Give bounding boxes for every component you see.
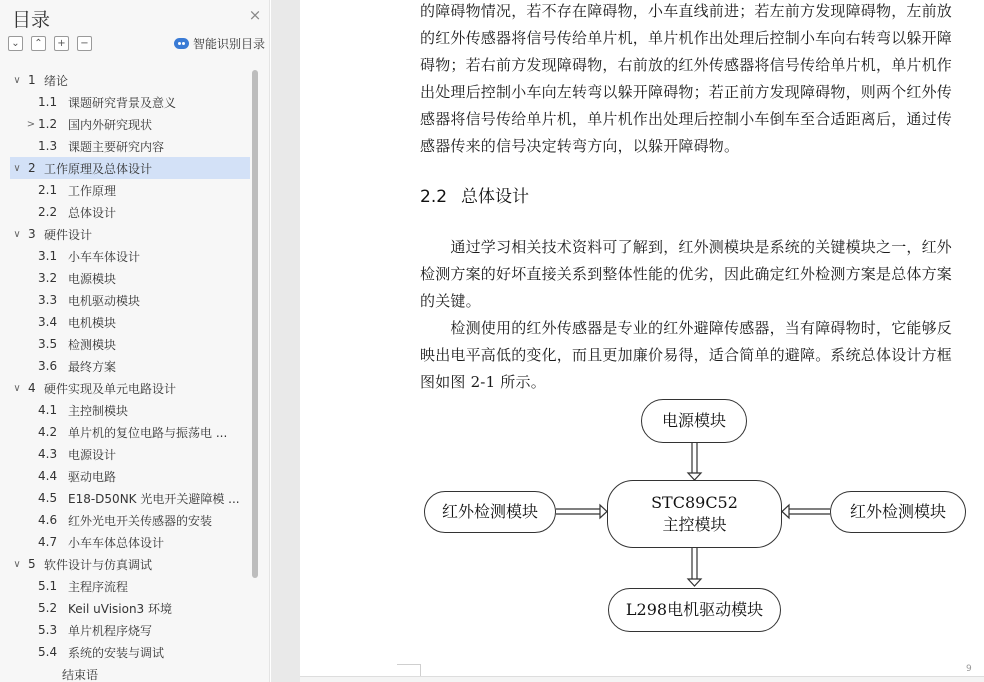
- toc-item-label: 电源模块: [68, 271, 117, 286]
- text-line: 检测方案的好坏直接关系到整体性能的优劣，因此确定红外检测方案是总体方案: [420, 265, 953, 283]
- toc-item-label: 最终方案: [68, 359, 117, 374]
- toc-item[interactable]: [10, 663, 250, 682]
- sidebar-title: 目录: [12, 9, 51, 31]
- node-mcu-model: STC89C52: [651, 493, 738, 512]
- toc-scrollbar[interactable]: [252, 70, 258, 578]
- page-gutter: [271, 0, 300, 682]
- toc-item[interactable]: [10, 421, 250, 443]
- toc-item-number: 3.2: [38, 271, 58, 285]
- toc-item-label: 红外光电开关传感器的安装: [68, 513, 213, 528]
- toc-item-label: 硬件设计: [44, 227, 93, 242]
- toc-item-label: 主控制模块: [68, 403, 129, 418]
- smart-recognize-toc-button[interactable]: [174, 35, 265, 52]
- node-mcu-label: 主控模块: [662, 515, 727, 534]
- collapse-all-icon[interactable]: ⌄: [8, 36, 23, 51]
- toc-item-number: 4.2: [38, 425, 58, 439]
- toc-item[interactable]: [10, 289, 250, 311]
- toc-item-label: 检测模块: [68, 337, 117, 352]
- toc-item-label: 电机驱动模块: [68, 293, 141, 308]
- toc-item[interactable]: [10, 179, 250, 201]
- section-number: 2.2: [420, 187, 448, 207]
- smart-recognize-label: 智能识别目录: [193, 37, 266, 51]
- toc-item-number: 4.7: [38, 535, 58, 549]
- toc-item[interactable]: [10, 333, 250, 355]
- toc-item-label: 小车车体总体设计: [68, 535, 165, 550]
- text-line: 的障碍物情况，若不存在障碍物，小车直线前进；若左前方发现障碍物，左前放: [420, 2, 953, 20]
- toc-item-label: 国内外研究现状: [68, 117, 153, 132]
- toc-item[interactable]: [10, 597, 250, 619]
- toc-item[interactable]: [10, 377, 250, 399]
- toc-item-number: 3.4: [38, 315, 58, 329]
- arrow-power-head: [688, 473, 701, 480]
- toc-item-number: 4.6: [38, 513, 58, 527]
- chevron-right-icon[interactable]: >: [26, 118, 36, 130]
- toc-item[interactable]: [10, 267, 250, 289]
- chevron-down-icon[interactable]: ∨: [13, 74, 21, 86]
- toc-item-label: E18-D50NK 光电开关避障模 ...: [68, 491, 240, 506]
- toc-item-number: 4.1: [38, 403, 58, 417]
- toc-item-label: 总体设计: [68, 205, 117, 220]
- chevron-down-icon[interactable]: ∨: [13, 558, 21, 570]
- page-number: 9: [966, 664, 972, 674]
- toc-item[interactable]: [10, 157, 250, 179]
- toc-item[interactable]: [10, 311, 250, 333]
- toc-item-number: 1.1: [38, 95, 58, 109]
- document-page: [300, 0, 984, 682]
- toc-item-label: 软件设计与仿真调试: [44, 557, 153, 572]
- toc-item-label: Keil uVision3 环境: [68, 601, 173, 616]
- toc-item-label: 主程序流程: [68, 579, 129, 594]
- toc-item-number: 5.4: [38, 645, 58, 659]
- close-icon[interactable]: ×: [248, 6, 262, 24]
- chevron-down-icon[interactable]: ∨: [13, 382, 21, 394]
- system-block-diagram: [420, 395, 980, 640]
- toc-item-number: 5.2: [38, 601, 58, 615]
- toc-item-label: 工作原理: [68, 183, 117, 198]
- node-ir-left-label: 红外检测模块: [441, 502, 538, 521]
- toc-item-label: 电源设计: [68, 447, 117, 462]
- ai-cloud-icon: [174, 38, 189, 49]
- toc-item[interactable]: [10, 509, 250, 531]
- text-line: 图如图 2-1 所示。: [420, 373, 546, 391]
- text-line: 感器传来的信号决定转弯方向，以躲开障碍物。: [420, 137, 740, 155]
- toc-item-label: 结束语: [62, 667, 99, 682]
- toc-item-number: 3.1: [38, 249, 58, 263]
- toc-list: [0, 68, 252, 682]
- toc-item-label: 电机模块: [68, 315, 117, 330]
- chevron-down-icon[interactable]: ∨: [13, 228, 21, 240]
- toc-item-label: 硬件实现及单元电路设计: [44, 381, 177, 396]
- toc-item[interactable]: [10, 399, 250, 421]
- toc-item[interactable]: [10, 575, 250, 597]
- toc-item-label: 单片机的复位电路与振荡电 ...: [68, 425, 228, 440]
- toc-item[interactable]: [10, 465, 250, 487]
- node-ir-left: [424, 491, 556, 533]
- toc-item-number: 1.3: [38, 139, 58, 153]
- toc-item-number: 4.5: [38, 491, 58, 505]
- toc-item-number: 4.3: [38, 447, 58, 461]
- toc-item-number: 2.1: [38, 183, 58, 197]
- toc-item-number: 3: [28, 227, 36, 241]
- section-heading: [420, 182, 529, 207]
- toc-item-number: 3.3: [38, 293, 58, 307]
- toc-item-number: 1.2: [38, 117, 58, 131]
- chevron-down-icon[interactable]: ∨: [13, 162, 21, 174]
- toc-item[interactable]: [10, 619, 250, 641]
- toc-item-label: 课题研究背景及意义: [68, 95, 177, 110]
- node-motor-label: L298电机驱动模块: [625, 600, 764, 619]
- toc-item[interactable]: [10, 245, 250, 267]
- toc-item[interactable]: [10, 487, 250, 509]
- toc-item-label: 小车车体设计: [68, 249, 141, 264]
- toc-item-number: 2.2: [38, 205, 58, 219]
- section-title: 总体设计: [461, 187, 530, 207]
- toc-item-number: 1: [28, 73, 36, 87]
- node-ir-right: [830, 491, 966, 533]
- toc-item-number: 4.4: [38, 469, 58, 483]
- toc-item-label: 工作原理及总体设计: [44, 161, 153, 176]
- toc-item-label: 驱动电路: [68, 469, 117, 484]
- text-line: 通过学习相关技术资料可了解到，红外测模块是系统的关键模块之一，红外: [420, 238, 953, 256]
- toc-item[interactable]: [10, 443, 250, 465]
- toc-item-number: 5.3: [38, 623, 58, 637]
- node-ir-right-label: 红外检测模块: [849, 502, 946, 521]
- next-page-edge: [300, 676, 984, 682]
- arrow-left-head: [600, 505, 607, 518]
- toc-item[interactable]: [10, 135, 250, 157]
- toc-item[interactable]: [10, 91, 250, 113]
- toc-item-number: 2: [28, 161, 36, 175]
- text-line: 检测使用的红外传感器是专业的红外避障传感器，当有障碍物时，它能够反: [420, 319, 953, 337]
- toc-item-label: 绪论: [44, 73, 69, 88]
- node-motor-driver: [608, 588, 781, 632]
- toc-toolbar: [8, 36, 92, 52]
- toc-item-label: 系统的安装与调试: [68, 645, 165, 660]
- remove-entry-icon[interactable]: −: [77, 36, 92, 51]
- node-power: [641, 399, 747, 443]
- toc-item-number: 5.1: [38, 579, 58, 593]
- text-line: 映出电平高低的变化，而且更加廉价易得，适合简单的避障。系统总体设计方框: [420, 346, 953, 364]
- arrow-motor-head: [688, 579, 701, 586]
- toc-item-number: 3.6: [38, 359, 58, 373]
- toc-sidebar: [0, 0, 270, 682]
- text-line: 的红外传感器将信号传给单片机，单片机作出处理后控制小车向右转弯以躲开障: [420, 29, 953, 47]
- toc-item-label: 单片机程序烧写: [68, 623, 153, 638]
- toc-item[interactable]: [10, 223, 250, 245]
- toc-item-number: 5: [28, 557, 36, 571]
- toc-item[interactable]: [10, 201, 250, 223]
- toc-item-number: 4: [28, 381, 36, 395]
- toc-item-label: 课题主要研究内容: [68, 139, 165, 154]
- toc-item[interactable]: [10, 641, 250, 663]
- expand-all-icon[interactable]: ⌃: [31, 36, 46, 51]
- node-mcu: [607, 480, 782, 548]
- add-entry-icon[interactable]: +: [54, 36, 69, 51]
- toc-item[interactable]: [10, 553, 250, 575]
- toc-item-number: 3.5: [38, 337, 58, 351]
- node-power-label: 电源模块: [661, 411, 726, 430]
- text-line: 出处理后控制小车向左转弯以躲开障碍物；若正前方发现障碍物，则两个红外传: [420, 83, 953, 101]
- text-line: 碍物；若右前方发现障碍物，右前放的红外传感器将信号传给单片机，单片机作: [420, 56, 953, 74]
- toc-item[interactable]: [10, 355, 250, 377]
- text-line: 的关键。: [420, 292, 481, 310]
- toc-item[interactable]: [10, 69, 250, 91]
- toc-item[interactable]: [10, 531, 250, 553]
- text-line: 感器将信号传给单片机，单片机作出处理后控制小车倒车至合适距离后，通过传: [420, 110, 953, 128]
- arrow-right-head: [782, 505, 789, 518]
- toc-item[interactable]: [10, 113, 250, 135]
